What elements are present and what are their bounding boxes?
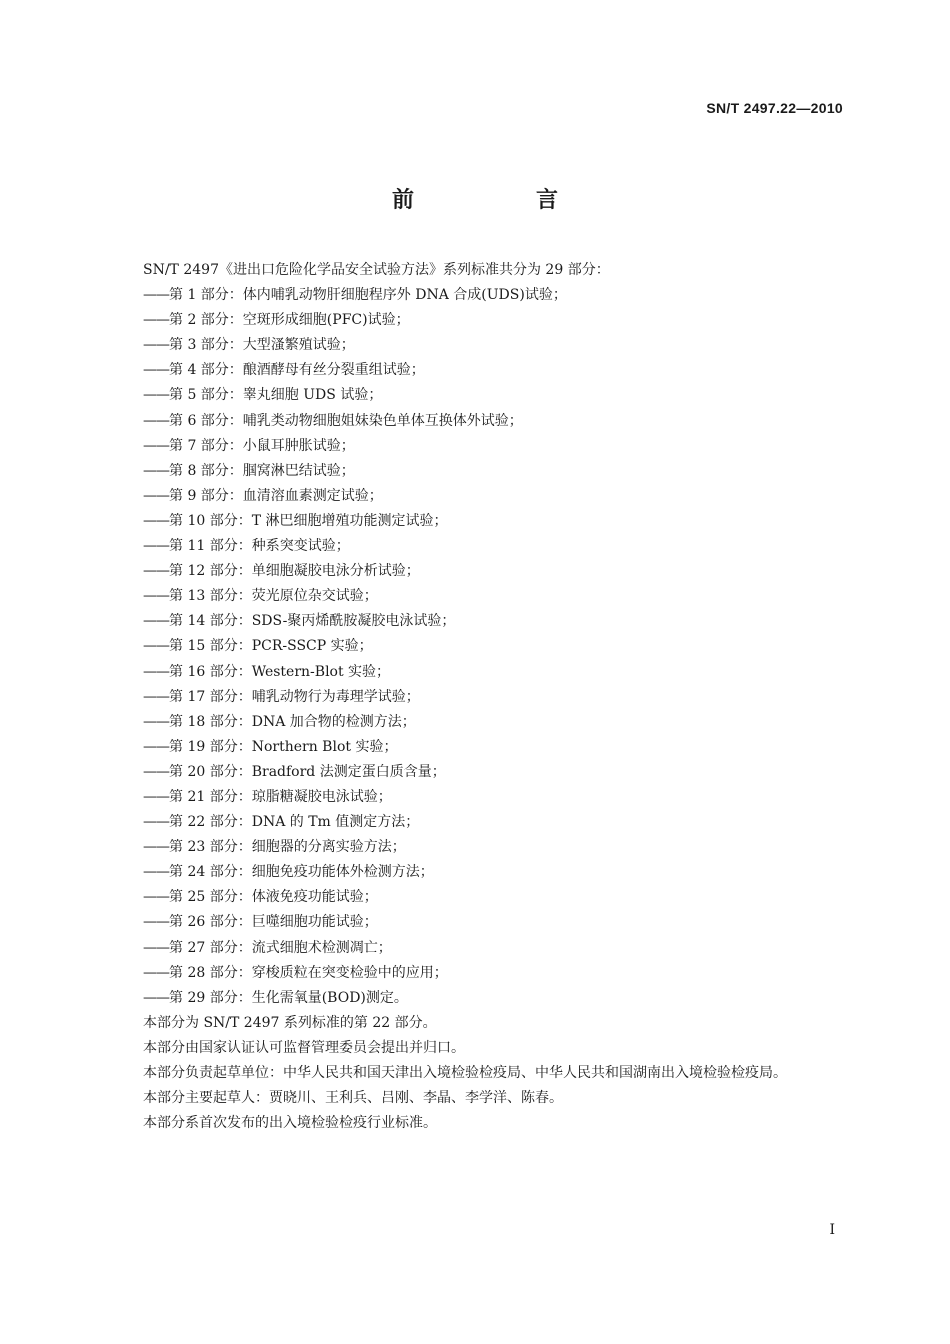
dash-marker: —— <box>143 563 169 580</box>
part-text: 第 26 部分：巨噬细胞功能试验； <box>169 914 378 931</box>
first-release-paragraph: 本部分系首次发布的出入境检验检疫行业标准。 <box>143 1115 437 1132</box>
part-text: 第 12 部分：单细胞凝胶电泳分析试验； <box>169 563 420 580</box>
list-item <box>108 810 844 835</box>
part-text: 第 1 部分：体内哺乳动物肝细胞程序外 DNA 合成(UDS)试验； <box>169 287 567 304</box>
list-item <box>108 860 844 885</box>
part-text: 第 21 部分：琼脂糖凝胶电泳试验； <box>169 788 392 805</box>
dash-marker: —— <box>143 613 169 630</box>
part-text: 第 28 部分：穿梭质粒在突变检验中的应用； <box>169 964 448 981</box>
part-text: 第 20 部分：Bradford 法测定蛋白质含量； <box>169 763 446 780</box>
list-item <box>108 358 844 383</box>
list-item <box>108 961 844 986</box>
this-part-paragraph: 本部分为 SN/T 2497 系列标准的第 22 部分。 <box>143 1014 437 1031</box>
dash-marker: —— <box>143 889 169 906</box>
dash-marker: —— <box>143 964 169 981</box>
part-text: 第 9 部分：血清溶血素测定试验； <box>169 487 383 504</box>
part-text: 第 14 部分：SDS-聚丙烯酰胺凝胶电泳试验； <box>169 613 456 630</box>
page-number: I <box>829 1222 835 1238</box>
list-item <box>108 936 844 961</box>
dash-marker: —— <box>143 713 169 730</box>
list-item <box>108 685 844 710</box>
parts-list <box>108 283 844 1011</box>
list-item <box>108 434 844 459</box>
list-item <box>108 383 844 408</box>
list-item <box>108 534 844 559</box>
dash-marker: —— <box>143 287 169 304</box>
list-item <box>108 885 844 910</box>
dash-marker: —— <box>143 387 169 404</box>
part-text: 第 23 部分：细胞器的分离实验方法； <box>169 839 406 856</box>
part-text: 第 18 部分：DNA 加合物的检测方法； <box>169 713 416 730</box>
list-item <box>108 609 844 634</box>
part-text: 第 16 部分：Western-Blot 实验； <box>169 663 391 680</box>
list-item <box>108 835 844 860</box>
dash-marker: —— <box>143 487 169 504</box>
part-text: 第 6 部分：哺乳类动物细胞姐妹染色单体互换体外试验； <box>169 412 523 429</box>
dash-marker: —— <box>143 437 169 454</box>
dash-marker: —— <box>143 588 169 605</box>
dash-marker: —— <box>143 412 169 429</box>
dash-marker: —— <box>143 788 169 805</box>
part-text: 第 24 部分：细胞免疫功能体外检测方法； <box>169 864 434 881</box>
dash-marker: —— <box>143 362 169 379</box>
foreword-body <box>108 258 844 1136</box>
part-text: 第 13 部分：荧光原位杂交试验； <box>169 588 378 605</box>
list-item <box>108 910 844 935</box>
part-text: 第 5 部分：睾丸细胞 UDS 试验； <box>169 387 383 404</box>
list-item <box>108 785 844 810</box>
list-item <box>108 459 844 484</box>
dash-marker: —— <box>143 914 169 931</box>
dash-marker: —— <box>143 989 169 1006</box>
dash-marker: —— <box>143 512 169 529</box>
dash-marker: —— <box>143 638 169 655</box>
part-text: 第 3 部分：大型溞繁殖试验； <box>169 337 355 354</box>
list-item <box>108 986 844 1011</box>
part-text: 第 29 部分：生化需氧量(BOD)测定。 <box>169 989 408 1006</box>
proposed-by-paragraph: 本部分由国家认证认可监督管理委员会提出并归口。 <box>143 1039 465 1056</box>
drafting-units-paragraph: 本部分负责起草单位：中华人民共和国天津出入境检验检疫局、中华人民共和国湖南出入境检验检疫局。 <box>143 1065 787 1081</box>
list-item <box>108 509 844 534</box>
part-text: 第 7 部分：小鼠耳肿胀试验； <box>169 437 355 454</box>
intro-paragraph: SN/T 2497《进出口危险化学品安全试验方法》系列标准共分为 29 部分： <box>143 262 610 278</box>
drafters-paragraph: 本部分主要起草人：贾晓川、王利兵、吕刚、李晶、李学洋、陈春。 <box>143 1090 563 1107</box>
list-item <box>108 735 844 760</box>
list-item <box>108 660 844 685</box>
page-title: 前 言 <box>391 188 608 213</box>
dash-marker: —— <box>143 864 169 881</box>
part-text: 第 22 部分：DNA 的 Tm 值测定方法； <box>169 814 420 831</box>
list-item <box>108 710 844 735</box>
list-item <box>108 333 844 358</box>
dash-marker: —— <box>143 663 169 680</box>
dash-marker: —— <box>143 337 169 354</box>
part-text: 第 27 部分：流式细胞术检测凋亡； <box>169 939 392 956</box>
part-text: 第 10 部分：T 淋巴细胞增殖功能测定试验； <box>169 512 448 529</box>
list-item <box>108 634 844 659</box>
dash-marker: —— <box>143 688 169 705</box>
dash-marker: —— <box>143 312 169 329</box>
part-text: 第 2 部分：空斑形成细胞(PFC)试验； <box>169 312 410 329</box>
part-text: 第 17 部分：哺乳动物行为毒理学试验； <box>169 688 420 705</box>
list-item <box>108 283 844 308</box>
part-text: 第 8 部分：腘窝淋巴结试验； <box>169 462 355 479</box>
document-code-header: SN/T 2497.22—2010 <box>706 100 843 116</box>
part-text: 第 19 部分：Northern Blot 实验； <box>169 738 398 755</box>
part-text: 第 15 部分：PCR-SSCP 实验； <box>169 638 373 655</box>
list-item <box>108 760 844 785</box>
list-item <box>108 409 844 434</box>
list-item <box>108 559 844 584</box>
dash-marker: —— <box>143 462 169 479</box>
list-item <box>108 484 844 509</box>
dash-marker: —— <box>143 763 169 780</box>
dash-marker: —— <box>143 738 169 755</box>
part-text: 第 4 部分：酿酒酵母有丝分裂重组试验； <box>169 362 425 379</box>
list-item <box>108 584 844 609</box>
dash-marker: —— <box>143 939 169 956</box>
part-text: 第 25 部分：体液免疫功能试验； <box>169 889 378 906</box>
dash-marker: —— <box>143 538 169 555</box>
dash-marker: —— <box>143 814 169 831</box>
dash-marker: —— <box>143 839 169 856</box>
part-text: 第 11 部分：种系突变试验； <box>169 538 350 555</box>
list-item <box>108 308 844 333</box>
